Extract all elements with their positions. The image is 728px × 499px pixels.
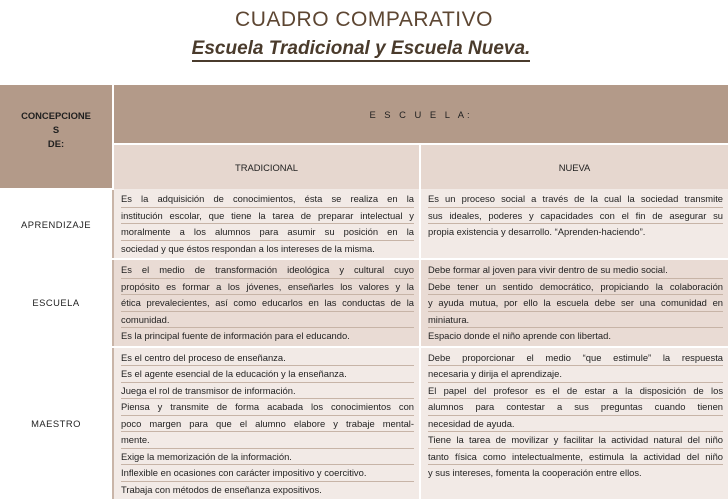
header-row — [0, 85, 728, 144]
cell-line: moralmente a los alumnos para asumir su posición en la — [121, 224, 414, 241]
cell-line: Debe formar al joven para vivir dentro de su medio social. — [428, 262, 723, 279]
comparison-table — [0, 85, 728, 499]
row-label-maestro: MAESTRO — [0, 347, 113, 499]
table-row — [0, 259, 728, 347]
escuela-nueva — [420, 259, 728, 347]
cell-line: Exige la memorización de la información. — [121, 449, 414, 466]
cell-line: poco margen para que el alumno elabore y trabaje mental- — [121, 416, 414, 433]
cell-line: Inflexible en ocasiones con carácter impositivo y coercitivo. — [121, 465, 414, 482]
cell-line: y sus intereses, fomenta la cooperación entre ellos. — [428, 465, 723, 481]
cell-line: Es el medio de transformación ideológica y cultural cuyo — [121, 262, 414, 279]
concepciones-line1: CONCEPCIONE — [21, 110, 91, 121]
table-row — [0, 347, 728, 499]
page-subtitle — [0, 37, 728, 62]
cell-line: Es la principal fuente de información para el educando. — [121, 328, 414, 344]
cell-line: El papel del profesor es el de estar a la disposición de los — [428, 383, 723, 400]
cell-line: tanto física como intelectualmente, estimula la actividad del niño — [428, 449, 723, 466]
cell-line: Trabaja con métodos de enseñanza expositivos. — [121, 482, 414, 498]
concepciones-line2: S — [53, 124, 59, 135]
cell-line: mente. — [121, 432, 414, 449]
page-title: CUADRO COMPARATIVO — [0, 7, 728, 33]
cell-line: Debe proporcionar el medio “que estimule” la respuesta — [428, 350, 723, 367]
escuela-header: E S C U E L A: — [113, 85, 728, 144]
nueva-header: NUEVA — [420, 144, 728, 189]
cell-line: alumnos para contestar a sus preguntas cuando tienen — [428, 399, 723, 416]
row-label-aprendizaje: APRENDIZAJE — [0, 189, 113, 259]
tradicional-header: TRADICIONAL — [113, 144, 420, 189]
cell-line: Debe tener un sentido democrático, propiciando la colaboración — [428, 279, 723, 296]
cell-line: y ayuda mutua, por ello la escuela debe ser una comunidad en — [428, 295, 723, 312]
cell-line: propia existencia y desarrollo. “Aprenden-haciendo”. — [428, 224, 723, 240]
cell-line: Es el agente esencial de la educación y la enseñanza. — [121, 366, 414, 383]
aprendizaje-tradicional — [113, 189, 420, 259]
cell-line: institución escolar, que tiene la tarea de preparar intelectual y — [121, 208, 414, 225]
concepciones-line3: DE: — [48, 138, 64, 149]
maestro-tradicional — [113, 347, 420, 499]
cell-line: Es el centro del proceso de enseñanza. — [121, 350, 414, 367]
concepciones-header — [0, 85, 113, 189]
cell-line: Es la adquisición de conocimientos, ésta se realiza en la — [121, 191, 414, 208]
cell-line: Es un proceso social a través de la cual la sociedad transmite — [428, 191, 723, 208]
cell-line: Piensa y transmite de forma acabada los conocimientos con — [121, 399, 414, 416]
escuela-tradicional — [113, 259, 420, 347]
cell-line: necesidad de ayuda. — [428, 416, 723, 433]
cell-line: propósito es formar a los jóvenes, enseñarles los valores y la — [121, 279, 414, 296]
cell-line: comunidad. — [121, 312, 414, 329]
cell-line: Tiene la tarea de movilizar y facilitar la actividad natural del niño — [428, 432, 723, 449]
cell-line: ética prevalecientes, así como educarlos en las conductas de la — [121, 295, 414, 312]
cell-line: miniatura. — [428, 312, 723, 329]
subtitle-text: Escuela Tradicional y Escuela Nueva. — [192, 38, 531, 62]
cell-line: Espacio donde el niño aprende con libertad. — [428, 328, 723, 344]
aprendizaje-nueva — [420, 189, 728, 259]
cell-line: necesaria y dirija el aprendizaje. — [428, 366, 723, 383]
maestro-nueva — [420, 347, 728, 499]
cell-line: sus ideales, poderes y capacidades con el fin de asegurar su — [428, 208, 723, 225]
row-label-escuela: ESCUELA — [0, 259, 113, 347]
table-row — [0, 189, 728, 259]
cell-line: Juega el rol de transmisor de información. — [121, 383, 414, 400]
cell-line: sociedad y que éstos respondan a los intereses de la misma. — [121, 241, 414, 257]
